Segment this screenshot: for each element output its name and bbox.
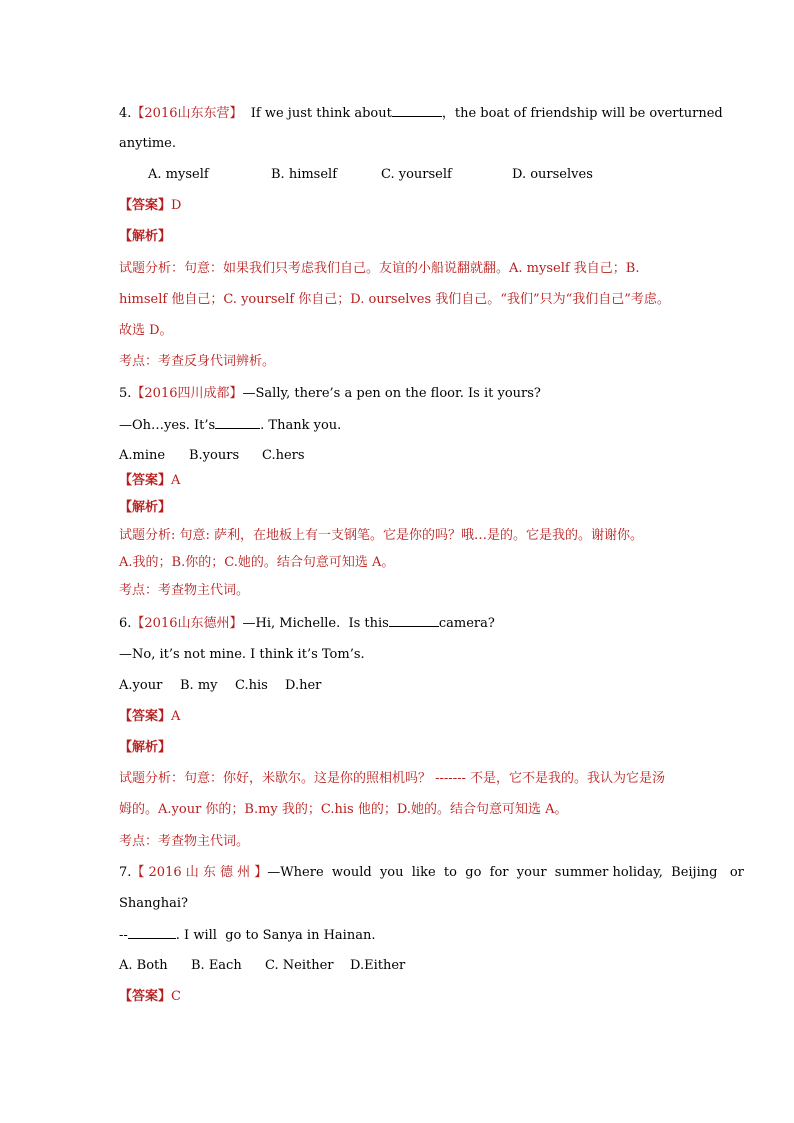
q6-blank xyxy=(389,614,439,627)
q5-option-c: C.hers xyxy=(262,448,305,463)
q4-analysis-line3: 故选 D。 xyxy=(119,323,173,338)
q7-reply: -- . I will go to Sanya in Hainan. xyxy=(119,928,376,943)
q5-source: 【2016四川成都】 xyxy=(131,386,243,401)
q4-option-c: C. yourself xyxy=(381,167,452,182)
q4-option-a: A. myself xyxy=(148,167,209,182)
q4-analysis-line1: 试题分析：句意：如果我们只考虑我们自己。友谊的小船说翻就翻。A. myself 我自己；B. xyxy=(119,261,640,276)
q7-stem: 7.【 2016 山 东 德 州 】—Where would you like to go for your summer holiday, Beijing or xyxy=(119,865,744,880)
q7-answer: 【答案】C xyxy=(119,989,181,1004)
q6-option-a: A.your xyxy=(119,678,163,693)
q6-stem: 6.【2016山东德州】—Hi, Michelle. Is this camera? xyxy=(119,616,495,631)
q4-analysis-line2: himself 他自己；C. yourself 你自己；D. ourselves 我们自己。“我们”只为“我们自己”考虑。 xyxy=(119,292,670,307)
q6-option-d: D.her xyxy=(285,678,322,693)
q6-option-b: B. my xyxy=(180,678,218,693)
q6-option-c: C.his xyxy=(235,678,268,693)
q6-reply: —No, it’s not mine. I think it’s Tom’s. xyxy=(119,647,365,662)
q4-analysis-label: 【解析】 xyxy=(119,229,172,244)
q5-option-b: B.yours xyxy=(189,448,240,463)
q5-analysis-line2: A.我的；B.你的；C.她的。结合句意可知选 A。 xyxy=(119,555,395,570)
q5-blank xyxy=(215,416,260,429)
q7-option-a: A. Both xyxy=(119,958,168,973)
q5-analysis-line1: 试题分析: 句意: 萨利，在地板上有一支钢笔。它是你的吗？哦…是的。它是我的。谢谢你。 xyxy=(119,528,644,543)
q7-option-c: C. Neither xyxy=(265,958,334,973)
q5-option-a: A.mine xyxy=(119,448,166,463)
q5-answer: 【答案】A xyxy=(119,473,181,488)
q5-reply: —Oh…yes. It’s . Thank you. xyxy=(119,418,342,433)
q5-stem: 5.【2016四川成都】—Sally, there’s a pen on the floor. Is it yours? xyxy=(119,386,541,401)
q4-answer: 【答案】D xyxy=(119,198,182,213)
q4-point: 考点：考查反身代词辨析。 xyxy=(119,354,276,369)
q7-option-d: D.Either xyxy=(350,958,406,973)
q4-stem: 4.【2016山东东营】 If we just think about ，the boat of friendship will be overturned xyxy=(119,106,723,121)
q4-blank xyxy=(392,104,442,117)
q4-option-b: B. himself xyxy=(271,167,338,182)
q6-point: 考点：考查物主代词。 xyxy=(119,834,250,849)
q6-source: 【2016山东德州】 xyxy=(131,616,243,631)
q7-source: 【 2016 山 东 德 州 】 xyxy=(131,865,268,880)
q5-point: 考点：考查物主代词。 xyxy=(119,583,250,598)
q4-source: 【2016山东东营】 xyxy=(131,106,243,121)
q6-answer: 【答案】A xyxy=(119,709,181,724)
q4-option-d: D. ourselves xyxy=(512,167,593,182)
q4-stem-line2: anytime. xyxy=(119,136,177,151)
q6-analysis-line1: 试题分析：句意：你好，米歇尔。这是你的照相机吗？ ------- 不是，它不是我的。我认为它是汤 xyxy=(119,771,666,786)
q5-analysis-label: 【解析】 xyxy=(119,500,172,515)
q6-analysis-label: 【解析】 xyxy=(119,740,172,755)
q7-blank xyxy=(128,926,176,939)
q6-analysis-line2: 姆的。A.your 你的；B.my 我的；C.his 他的；D.她的。结合句意可知选 A。 xyxy=(119,802,568,817)
q7-option-b: B. Each xyxy=(191,958,242,973)
q7-stem-line2: Shanghai? xyxy=(119,896,188,911)
